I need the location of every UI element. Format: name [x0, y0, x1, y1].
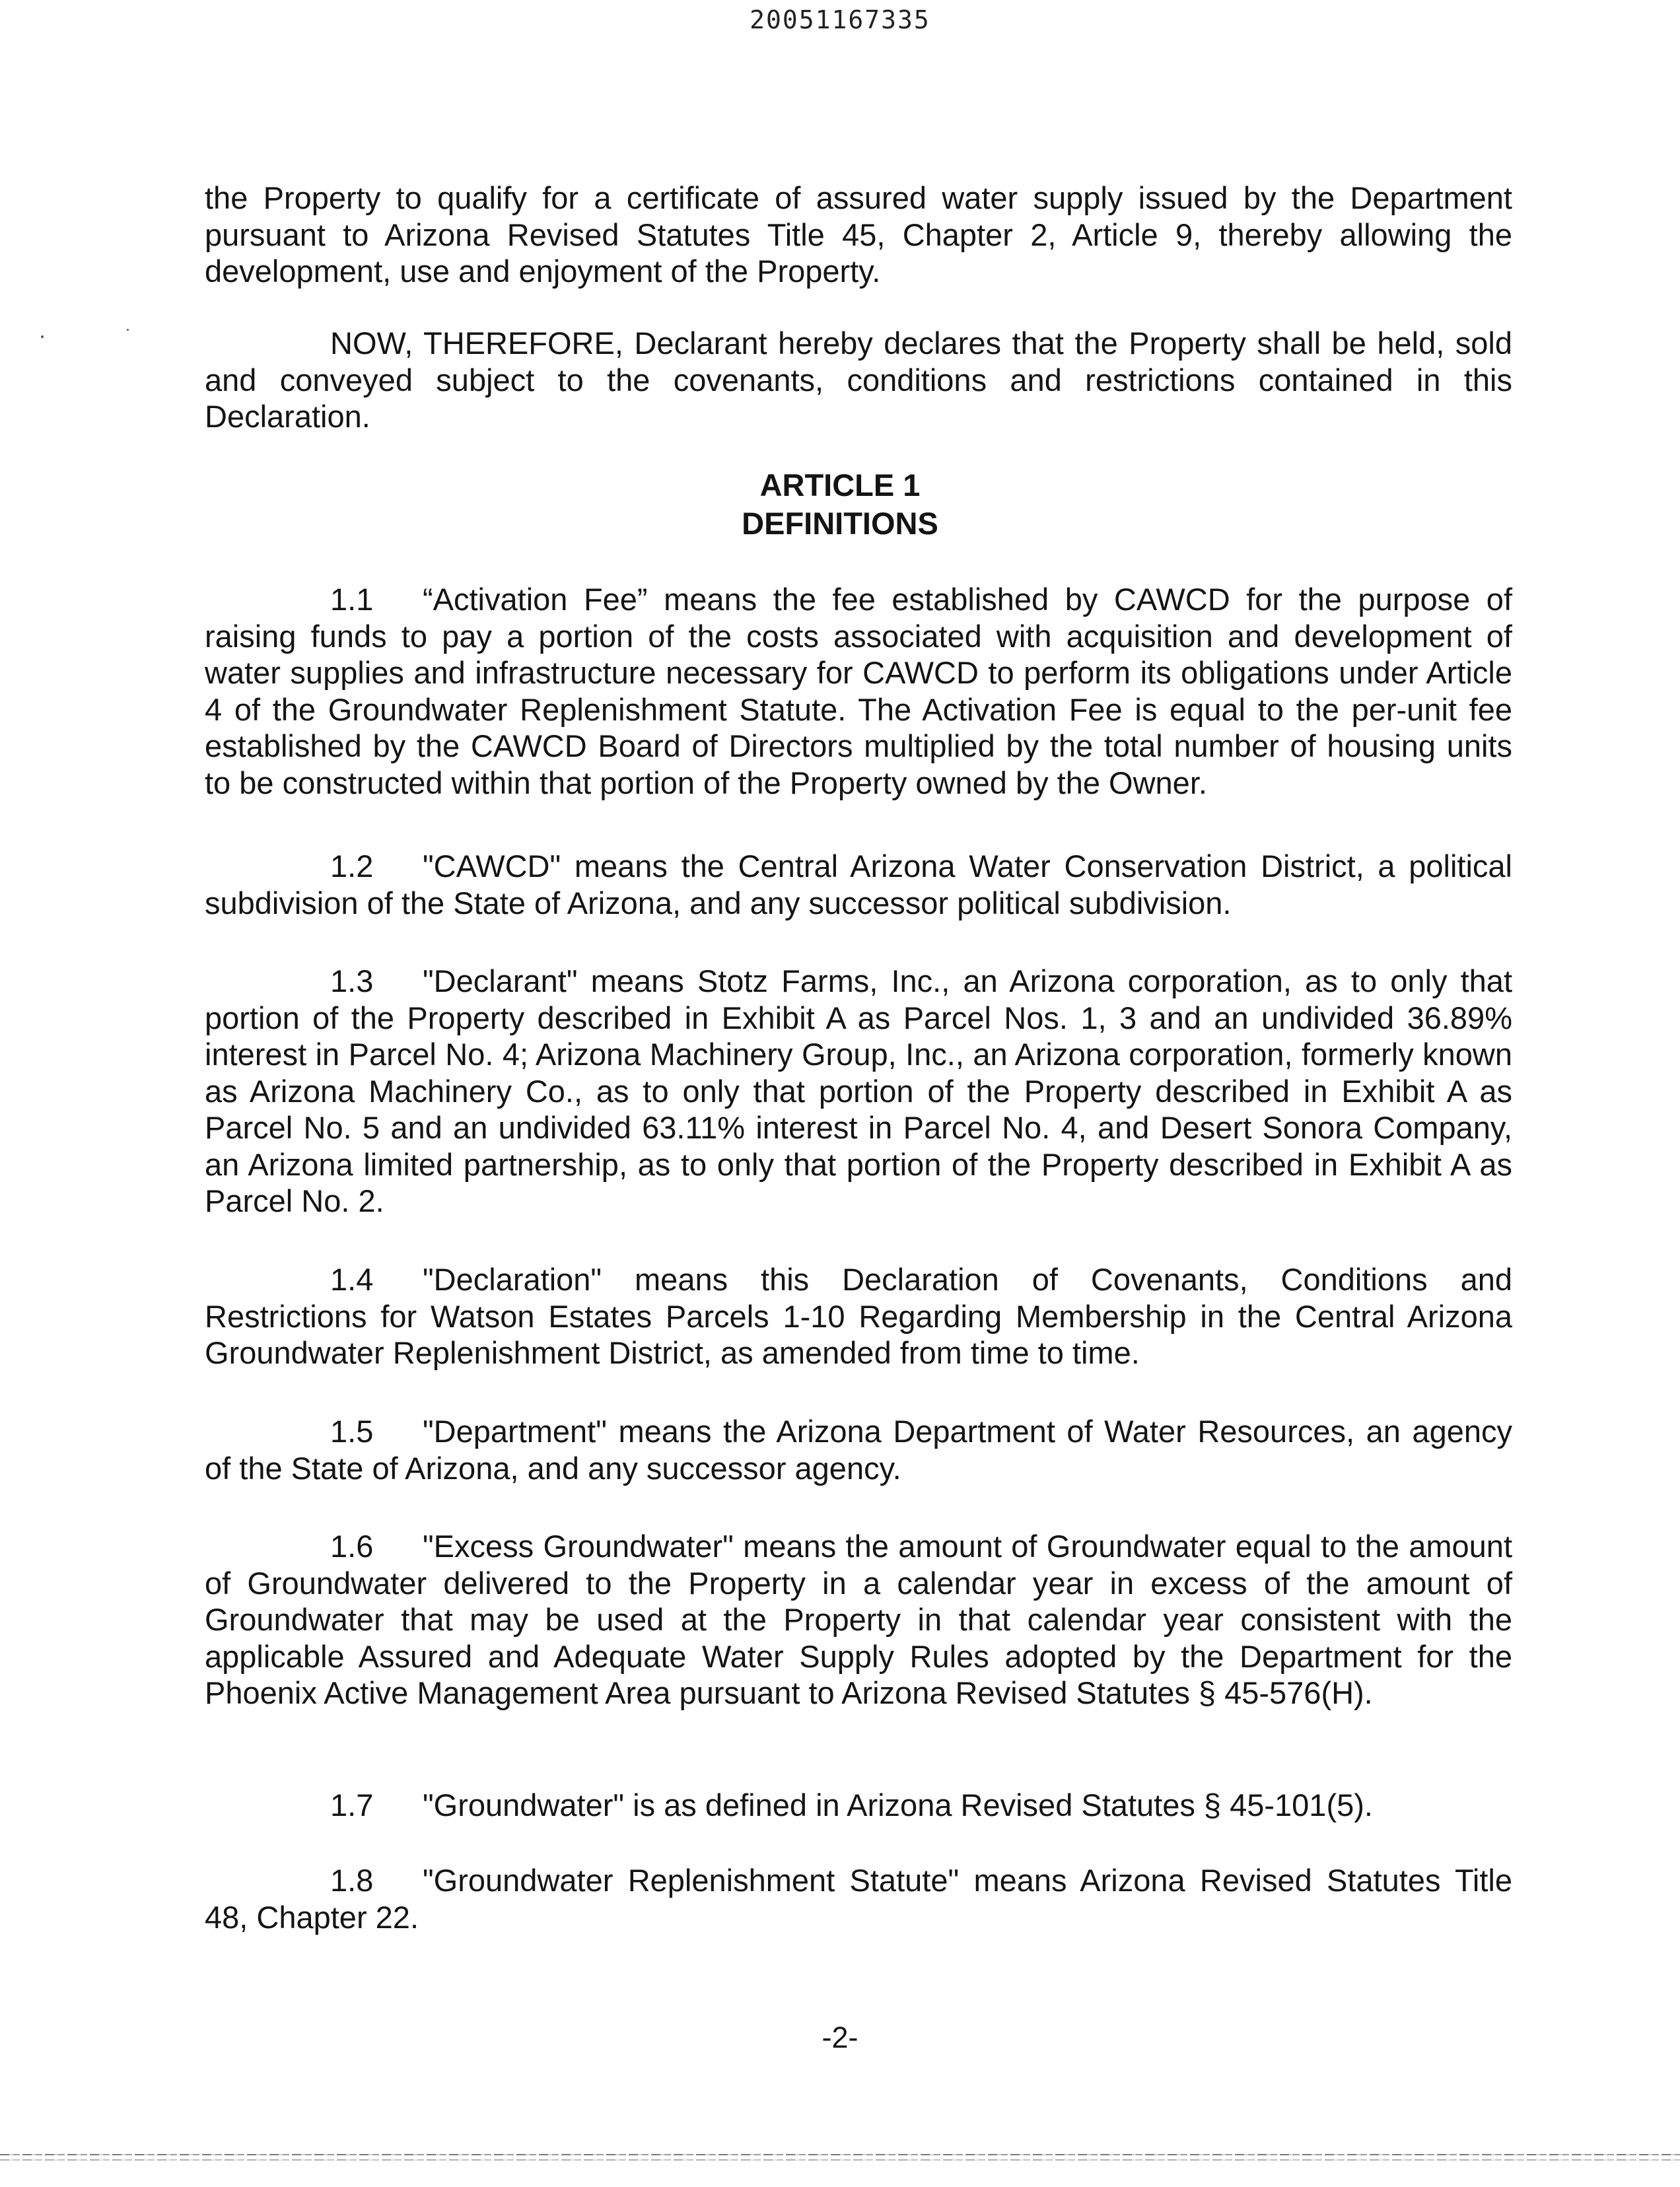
now-therefore-paragraph: NOW, THEREFORE, Declarant hereby declares that the Property shall be held, sold and conveyed subject to the covenants, conditions and restrictions contained in this Declaration. [205, 326, 1512, 434]
section-text: "Excess Groundwater" means the amount of Groundwater equal to the amount of Groundwater delivered to the Property in a calendar year in excess of the amount of Groundwater that may be used at the Property in that calendar year consistent with the applicable Assured and Adequate Water Supply Rules adopted by the Department for the Phoenix Active Management Area pursuant to Arizona Revised Statutes § 45-576(H). [205, 1529, 1512, 1710]
section-number: 1.2 [330, 849, 374, 884]
section-text: "Declarant" means Stotz Farms, Inc., an Arizona corporation, as to only that portion of the Property described in Exhibit A as Parcel Nos. 1, 3 and an undivided 36.89% interest in Parcel No. 4; Arizona Machinery Group, Inc., an Arizona corporation, formerly known as Arizona Machinery Co., as to only that portion of the Property described in Exhibit A as Parcel No. 5 and an undivided 63.11% interest in Parcel No. 4, and Desert Sonora Company, an Arizona limited partnership, as to only that portion of the Property described in Exhibit A as Parcel No. 2. [205, 963, 1512, 1218]
section-number: 1.5 [330, 1414, 374, 1449]
scan-artifact-line [0, 2159, 1680, 2161]
section-1-3 [205, 963, 1512, 1220]
scan-speck [41, 335, 44, 338]
scan-artifact-line [0, 2154, 1680, 2155]
section-text: "CAWCD" means the Central Arizona Water Conservation District, a political subdivision of the State of Arizona, and any successor political subdivision. [205, 849, 1512, 920]
section-text: "Groundwater Replenishment Statute" means Arizona Revised Statutes Title 48, Chapter 22. [205, 1863, 1512, 1935]
document-number: 20051167335 [750, 5, 930, 34]
section-1-2 [205, 848, 1512, 921]
section-1-6 [205, 1528, 1512, 1712]
article-number-heading: ARTICLE 1 [759, 468, 921, 503]
section-1-1 [205, 581, 1512, 801]
page-number: -2- [822, 2021, 858, 2054]
intro-paragraph: the Property to qualify for a certificate of assured water supply issued by the Department pursuant to Arizona Revised Statutes Title 45, Chapter 2, Article 9, thereby allowing the development, use and enjoyment of the Property. [205, 180, 1512, 289]
section-text: “Activation Fee” means the fee established by CAWCD for the purpose of raising funds to pay a portion of the costs associated with acquisition and development of water supplies and infrastructure necessary for CAWCD to perform its obligations under Article 4 of the Groundwater Replenishment Statute. The Activation Fee is equal to the per-unit fee established by the CAWCD Board of Directors multiplied by the total number of housing units to be constructed within that portion of the Property owned by the Owner. [205, 582, 1512, 800]
section-1-8 [205, 1862, 1512, 1935]
section-text: "Department" means the Arizona Department of Water Resources, an agency of the State of Arizona, and any successor agency. [205, 1414, 1512, 1486]
section-number: 1.8 [330, 1863, 374, 1898]
section-number: 1.6 [330, 1529, 374, 1564]
section-1-5 [205, 1413, 1512, 1486]
scan-speck [127, 329, 129, 331]
section-1-4 [205, 1261, 1512, 1371]
section-number: 1.1 [330, 582, 374, 617]
section-text: "Groundwater" is as defined in Arizona Revised Statutes § 45-101(5). [423, 1788, 1373, 1822]
section-1-7 [205, 1787, 1512, 1824]
section-number: 1.7 [330, 1788, 374, 1822]
section-number: 1.3 [330, 963, 374, 998]
section-text: "Declaration" means this Declaration of Covenants, Conditions and Restrictions for Watson Estates Parcels 1-10 Regarding Membership in the Central Arizona Groundwater Replenishment District, as amended from time to time. [205, 1262, 1512, 1370]
article-title-heading: DEFINITIONS [742, 506, 938, 541]
section-number: 1.4 [330, 1262, 374, 1297]
